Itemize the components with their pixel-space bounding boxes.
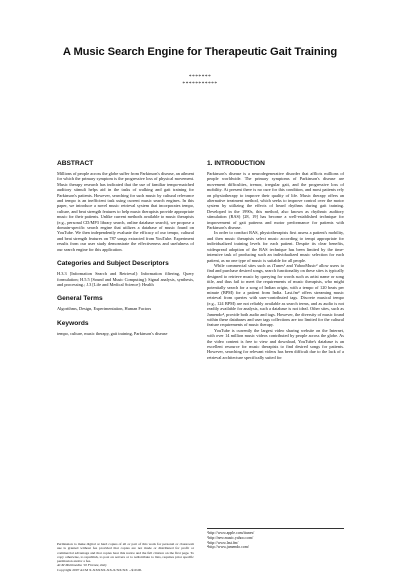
right-column — [207, 160, 344, 360]
footnote-4: ⁴http://www.jamendo.com/ — [207, 545, 249, 550]
paper-title: A Music Search Engine for Therapeutic Gait Training — [62, 46, 338, 58]
keywords-heading: Keywords — [57, 319, 89, 327]
left-column — [57, 160, 194, 336]
general-terms-text: Algorithms, Design, Experimentation, Human Factors — [57, 306, 152, 312]
copyright-line: Copyright 2007 ACM X-XXXXX-XX-X/XX/XX ...$10.00. — [57, 567, 143, 572]
categories-heading: Categories and Subject Descriptors — [57, 260, 169, 268]
author-affiliation: *********** — [182, 81, 218, 87]
footnotes — [207, 528, 344, 550]
general-terms-heading: General Terms — [57, 295, 103, 303]
author-names: ******* — [188, 74, 212, 80]
footnote-1: ¹http://www.apple.com/itunes/ — [207, 531, 255, 535]
permission-text: Permission to make digital or hard copies of all or part of this work for personal or classroom use is granted without fee provided that copies are not made or distributed for profit or commercial advantage and that copies bear this notice and the full citation on the first page. To copy otherwise, to republish, to post on servers or to redistribute to lists, requires prior specific permission and/or a fee. — [57, 542, 194, 564]
abstract-heading: ABSTRACT — [57, 160, 94, 167]
keywords-text: tempo, culture, music therapy, gait training, Parkinson's disease — [57, 330, 168, 336]
footnote-2: ²http://new.music.yahoo.com/ — [207, 535, 254, 540]
permission-notice — [57, 542, 194, 572]
author-block — [57, 74, 343, 88]
abstract-text: Millions of people across the globe suffer from Parkinson's disease, an ailment for which the primary symptom is the progressive loss of physical movement. Music therapy research has indicated that the use of familiar tempo-matched auditory stimuli helps aid in the tasks of walking and gait training for Parkinson's patients. However, searching for such music by cultural relevance and tempo is an inefficient task using current music search engines. In this paper, we introduce a novel music retrieval system that incorporates tempo, culture, and beat strength features to help music therapists provide appropriate music for their patients. Unlike current methods available to music therapists (e.g., personal CD/MP3 library search, online database search), we propose a domain-specific search engine that utilizes a database of music found on YouTube. We then independently evaluate the efficacy of our tempo, cultural and beat strength features on 787 songs extracted from YouTube. Experiment results from our user study demonstrate the effectiveness and usefulness of our search engine for this application. — [57, 171, 194, 252]
introduction-heading: 1. INTRODUCTION — [207, 160, 265, 167]
intro-paragraph-3: While commercial sites such as iTunes¹ and YahooMusic² allow users to find and purchase desired songs, search functionality on these sites is typically designed to retrieve music by querying for words such as artist name or song title, and thus fail to meet the requirements of music therapists, who might potentially search for a song of Indian origin, with a tempo of 120 beats per minute (BPM) for a patient from India. Last.fm³ offers streaming music retrieval from queries with user-contributed tags. Discrete musical tempo (e.g., 124 BPM) are not reliably available as search terms, and as audio is not readily available for analysis, such a database is not ideal. Other sites, such as Jamendo⁴, provide both audio and tags. However, the diversity of music found within these databases and user tags collections are too limited for the cultural feature requirements of music therapy. — [207, 262, 344, 328]
categories-text: H.3.3 [Information Search and Retrieval]: Information filtering, Query formulation; H.5.5 [Sound and Music Computing]: Signal analysis, synthesis, and processing.; J.3 [Life and Medical Science]: Health — [57, 271, 194, 287]
two-column-body — [57, 160, 344, 572]
intro-paragraph-2: In order to conduct RAS, physiotherapists first assess a patient's mobility, and then music therapists select music according to tempi appropriate for individualized training levels for each patient. Despite its clear benefits, widespread adoption of the RAS technique has been limited by the time-intensive task of producing such an individualized music selection for each patient, as no one type of music is suitable for all people. — [207, 230, 344, 263]
intro-paragraph-1: Parkinson's disease is a neurodegenerative disorder that afflicts millions of people worldwide. The primary symptoms of Parkinson's disease are movement difficulties, tremor, irregular gait, and the progressive loss of mobility. At present there is no cure for this condition, and most patients rely on physiotherapy to improve their quality of life. Music therapy offers an alternative treatment method, which seeks to improve control over the motor system by utilizing the effects of heard rhythms during gait training. Developed in the 1990s, this method, also known as rhythmic auditory stimulation (RAS) [28, 19] has become a well-established technique for improvement of gait patterns and motor performance for patients with Parkinson's disease. — [207, 171, 344, 231]
footnote-3: ³http://www.last.fm/ — [207, 540, 239, 545]
intro-paragraph-4: YouTube is currently the largest video sharing website on the Internet, with over 14 million music videos contributed by people across the globe. As the video content is free to view and download, YouTube's database is an excellent resource for music therapists to find desired songs for patients. However, searching for relevant videos has been difficult due to the lack of a retrieval architecture specifically suited for — [207, 327, 344, 360]
conference-line: ACM Multimedia '10 Firenze, Italy — [57, 563, 107, 568]
